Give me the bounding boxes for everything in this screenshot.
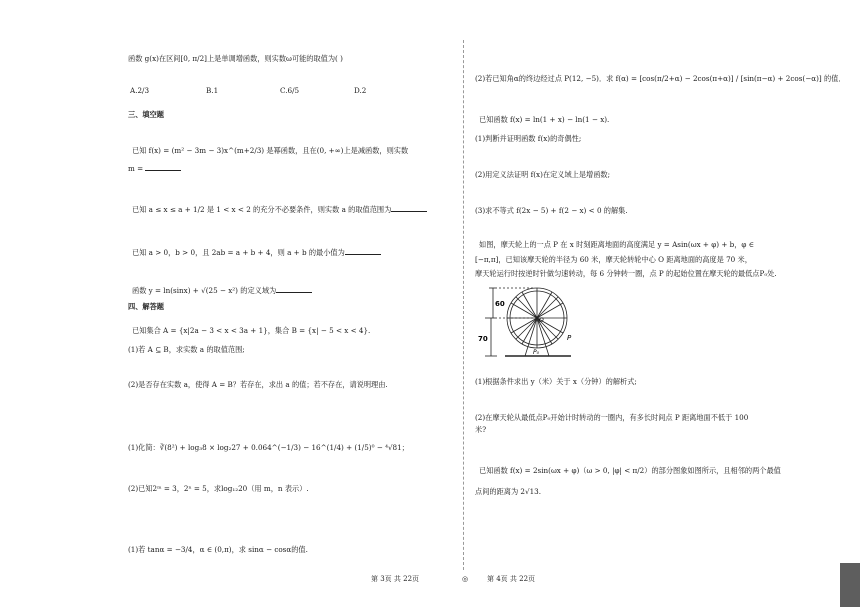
right-column bbox=[475, 0, 846, 575]
answer-question-4-part1: (1)判断并证明函数 f(x)的奇偶性; bbox=[475, 134, 582, 143]
page-separator: ◎ bbox=[462, 575, 469, 583]
option-c: C.6/5 bbox=[280, 86, 300, 95]
answer-question-2-part2: (2)已知2ᵐ = 3，2ⁿ = 5，求log₁₂20（用 m，n 表示）. bbox=[128, 484, 309, 493]
answer-question-3-part2: (2)若已知角α的终边经过点 P(12, −5)．求 f(α) = [cos(π/2+α) − 2cos(π+α)] / [sin(π−α) + 2cos(−α)] 的值． bbox=[475, 74, 846, 83]
answer-question-5-part1: (1)根据条件求出 y（米）关于 x（分钟）的解析式; bbox=[475, 377, 637, 386]
answer-blank bbox=[345, 248, 381, 255]
answer-question-5-line3: 摩天轮运行时按逆时针做匀速转动，每 6 分钟转一圈，点 P 的起始位置在摩天轮的最低点P₀处. bbox=[475, 269, 777, 278]
answer-question-3-part1: (1)若 tanα = −3/4，α ∈ (0,π)，求 sinα − cosα的值. bbox=[128, 545, 308, 554]
answer-question-5-line1: 如图，摩天轮上的一点 P 在 x 时刻距离地面的高度满足 y = Asin(ωx + φ) + b，φ ∈ bbox=[479, 240, 755, 249]
answer-question-5-part2-line2: 米? bbox=[475, 425, 487, 434]
question-func-g: 函数 g(x)在区间[0, π/2]上是单调增函数，则实数ω可能的取值为( ) bbox=[128, 54, 343, 63]
fill-question-1: 已知 f(x) = (m² − 3m − 3)x^(m+2/3) 是幂函数，且在(0, +∞)上是减函数，则实数 bbox=[132, 146, 409, 155]
answer-question-4-part2: (2)用定义法证明 f(x)在定义域上是增函数; bbox=[475, 170, 611, 179]
fill-question-1-answer: m = bbox=[128, 164, 181, 173]
section-heading-answer: 四、解答题 bbox=[128, 302, 164, 311]
answer-question-1-stem: 已知集合 A = {x|2a − 3 < x < 3a + 1}，集合 B = {x| − 5 < x < 4}. bbox=[132, 326, 371, 335]
answer-question-6-line2: 点间的距离为 2√13. bbox=[475, 487, 541, 496]
answer-question-2-part1: (1)化简：∛(8²) + log₃8 × log₂27 + 0.064^(−1/3) − 16^(1/4) + (1/5)⁰ − ⁴√81； bbox=[128, 443, 409, 452]
page-number-left: 第 3页 共 22页 bbox=[371, 575, 420, 583]
option-d: D.2 bbox=[354, 86, 367, 95]
fill-question-2: 已知 a ≤ x ≤ a + 1/2 是 1 < x < 2 的充分不必要条件，则实数 a 的取值范围为 bbox=[132, 205, 427, 214]
answer-question-1-part2: (2)是否存在实数 a，使得 A = B？若存在，求出 a 的值；若不存在，请说明理由. bbox=[128, 380, 388, 389]
option-b: B.1 bbox=[206, 86, 219, 95]
ferris-wheel-figure bbox=[475, 284, 585, 364]
answer-question-4-part3: (3)求不等式 f(2x − 5) + f(2 − x) < 0 的解集. bbox=[475, 206, 628, 215]
answer-question-5-line2: [−π,π]，已知该摩天轮的半径为 60 米，摩天轮转轮中心 O 距离地面的高度是 70 米， bbox=[475, 255, 752, 264]
page-number-right: 第 4页 共 22页 bbox=[487, 575, 536, 583]
answer-blank bbox=[391, 205, 427, 212]
answer-question-5-part2-line1: (2)在摩天轮从最低点P₀开始计时转动的一圈内，有多长时间点 P 距离地面不低于 100 bbox=[475, 413, 749, 422]
fill-question-4: 函数 y = ln(sinx) + √(25 − x²) 的定义域为 bbox=[132, 286, 312, 295]
scroll-tab[interactable] bbox=[840, 563, 860, 607]
figure-label-70: 70 bbox=[478, 335, 488, 343]
figure-label-p0: P₀ bbox=[533, 349, 540, 356]
answer-question-1-part1: (1)若 A ⊆ B，求实数 a 的取值范围; bbox=[128, 345, 245, 354]
figure-label-60: 60 bbox=[495, 300, 505, 308]
option-a: A.2/3 bbox=[130, 86, 150, 95]
fill-question-3: 已知 a > 0，b > 0，且 2ab = a + b + 4，则 a + b 的最小值为 bbox=[132, 248, 381, 257]
section-heading-fill: 三、填空题 bbox=[128, 110, 164, 119]
figure-label-p: P bbox=[567, 334, 572, 342]
answer-question-4-stem: 已知函数 f(x) = ln(1 + x) − ln(1 − x). bbox=[479, 115, 610, 124]
answer-blank bbox=[276, 286, 312, 293]
answer-blank bbox=[145, 164, 181, 171]
column-divider bbox=[463, 40, 464, 570]
answer-question-6-line1: 已知函数 f(x) = 2sin(ωx + φ)（ω > 0, |φ| < π/2）的部分图象如图所示，且相邻的两个最值 bbox=[479, 466, 781, 475]
left-column bbox=[128, 0, 458, 575]
figure-label-o: O bbox=[539, 317, 544, 324]
